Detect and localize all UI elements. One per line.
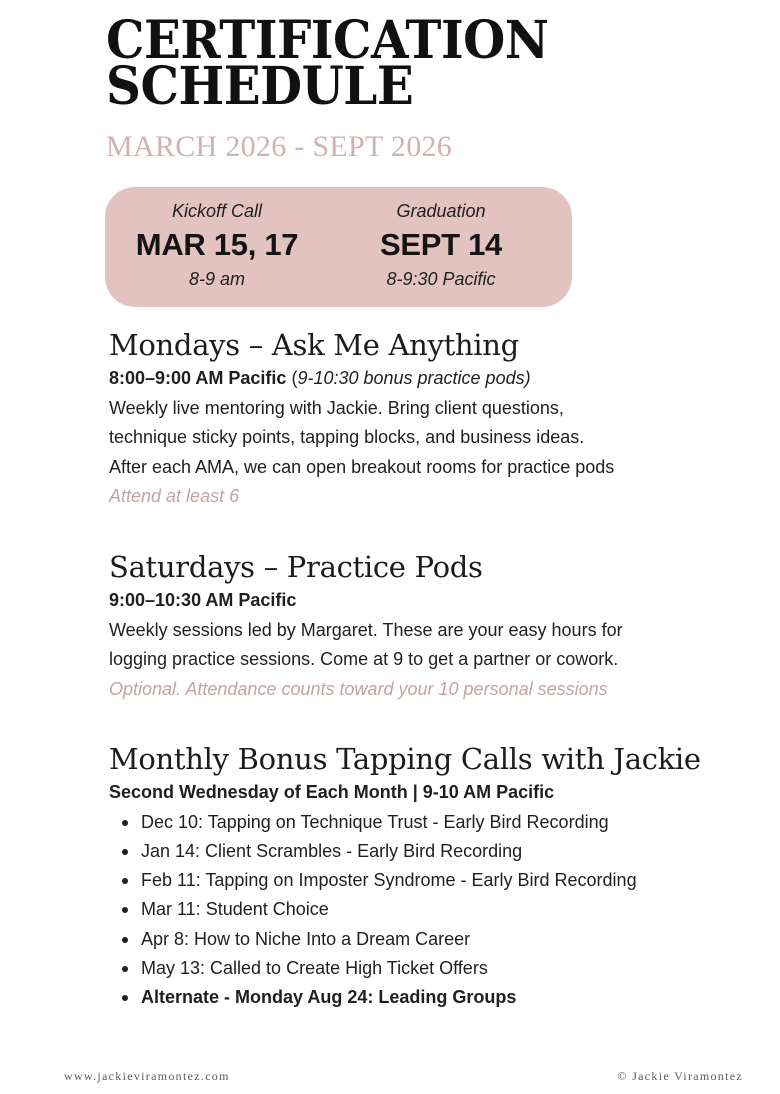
graduation-date: SEPT 14 [380, 227, 502, 262]
saturdays-description-line: logging practice sessions. Come at 9 to get a partner or cowork. [109, 649, 619, 669]
key-dates-card [105, 187, 572, 307]
list-item: Apr 8: How to Niche Into a Dream Career [109, 925, 749, 954]
page-title [106, 10, 683, 117]
list-item: Mar 11: Student Choice [109, 895, 749, 924]
mondays-description-line: technique sticky points, tapping blocks, and business ideas. [109, 427, 585, 447]
list-item: Dec 10: Tapping on Technique Trust - Early Bird Recording [109, 808, 749, 837]
title-line-1: CERTIFICATION [106, 10, 549, 71]
mondays-time [109, 364, 749, 394]
saturdays-heading: Saturdays – Practice Pods [109, 550, 483, 584]
footer-copyright: © Jackie Viramontez [617, 1069, 743, 1083]
kickoff-call-block [117, 201, 317, 290]
saturdays-description-line: Weekly sessions led by Margaret. These are your easy hours for [109, 619, 623, 640]
kickoff-date: MAR 15, 17 [135, 227, 299, 262]
date-range-subtitle: MARCH 2026 - SEPT 2026 [106, 130, 453, 163]
mondays-description-line: Weekly live mentoring with Jackie. Bring client questions, [109, 397, 564, 418]
mondays-section [109, 326, 749, 512]
mondays-heading: Mondays – Ask Me Anything [109, 328, 519, 362]
mondays-time-note: 9-10:30 bonus practice pods) [297, 368, 531, 388]
mondays-time-main: 8:00–9:00 AM Pacific [109, 368, 287, 388]
list-item: May 13: Called to Create High Ticket Offers [109, 954, 749, 983]
mondays-attendance-note: Attend at least 6 [109, 486, 240, 506]
footer-website: www.jackieviramontez.com [64, 1069, 230, 1083]
graduation-block [341, 201, 541, 290]
list-item: Alternate - Monday Aug 24: Leading Groups [109, 983, 749, 1012]
kickoff-time: 8-9 am [188, 269, 246, 289]
mondays-description-line: After each AMA, we can open breakout rooms for practice pods [109, 456, 615, 477]
monthly-calls-list [109, 808, 749, 1013]
saturdays-time: 9:00–10:30 AM Pacific [109, 590, 297, 610]
list-item: Feb 11: Tapping on Imposter Syndrome - Early Bird Recording [109, 866, 749, 895]
monthly-subheading: Second Wednesday of Each Month | 9-10 AM Pacific [109, 782, 555, 802]
graduation-label: Graduation [396, 201, 486, 221]
monthly-calls-section [109, 740, 749, 1013]
graduation-time: 8-9:30 Pacific [386, 269, 496, 289]
kickoff-label: Kickoff Call [171, 201, 263, 221]
mondays-time-paren: ( [286, 368, 298, 388]
saturdays-attendance-note: Optional. Attendance counts toward your 10 personal sessions [109, 678, 608, 699]
saturdays-section [109, 548, 749, 704]
list-item: Jan 14: Client Scrambles - Early Bird Recording [109, 837, 749, 866]
monthly-heading: Monthly Bonus Tapping Calls with Jackie [109, 742, 701, 776]
title-line-2: SCHEDULE [106, 56, 414, 117]
